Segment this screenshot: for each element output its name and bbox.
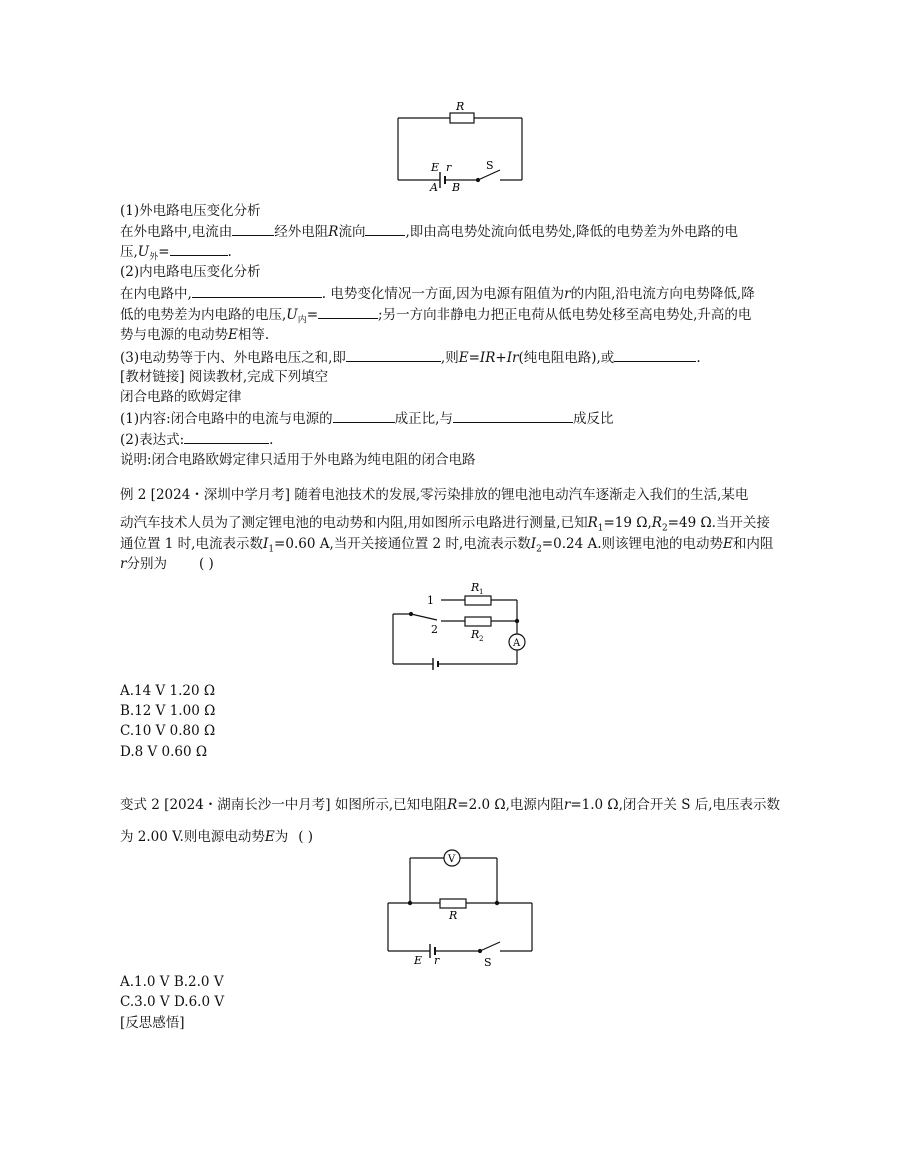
label-R: R: [449, 909, 458, 922]
label-R2: R: [471, 628, 480, 641]
inner-circuit-line-2: 低的电势差为内电路的电压$,U_内=$ ;另一方向非静电力把正电荷从低电势处移至高电势处,升高的电: [120, 304, 810, 331]
blank-6[interactable]: [346, 347, 441, 362]
blank-9[interactable]: [453, 408, 573, 423]
label-S: S: [484, 956, 492, 969]
svg-text:1: 1: [479, 588, 484, 596]
option-b[interactable]: B.12 V 1.00 Ω: [120, 703, 216, 719]
label-B: B: [452, 181, 461, 194]
inner-circuit-line-1: 在内电路中, . 电势变化情况一方面,因为电源有阻值为r的内阻,沿电流方向电势降低,降: [120, 283, 810, 304]
blank-3[interactable]: [170, 241, 228, 256]
example-2-line-2: 动汽车技术人员为了测定锂电池的电动势和内阻,用如图所示电路进行测量,已知$R_1=19$ $\Omega,R_2=49$ Ω.当开关接: [120, 515, 770, 534]
outer-circuit-line-2: 压$,U_外=$ .: [120, 241, 810, 268]
label-r: r: [434, 954, 440, 967]
ohm-law-note: 说明:闭合电路欧姆定律只适用于外电路为纯电阻的闭合电路: [120, 452, 476, 468]
variant-option-ab[interactable]: A.1.0 V B.2.0 V: [120, 974, 224, 990]
label-R1: R: [471, 581, 480, 594]
example-2-line-1: 例 2 [2024・深圳中学月考] 随着电池技术的发展,零污染排放的锂电池电动汽车逐渐走入我们的生活,某电: [120, 487, 749, 503]
blank-10[interactable]: [184, 429, 269, 444]
inner-circuit-line-3: 势与电源的电动势E相等.: [120, 327, 270, 343]
option-d[interactable]: D.8 V 0.60 Ω: [120, 744, 208, 760]
textbook-link: [教材链接] 阅读教材,完成下列填空: [120, 369, 329, 385]
ohm-law-title: 闭合电路的欧姆定律: [120, 389, 242, 405]
blank-7[interactable]: [614, 347, 696, 362]
label-E: E: [431, 161, 440, 174]
blank-8[interactable]: [333, 408, 395, 423]
ohm-law-content: (1)内容:闭合电路中的电流与电源的 成正比,与 成反比: [120, 408, 810, 429]
blank-1[interactable]: [232, 221, 274, 236]
option-a[interactable]: A.14 V 1.20 Ω: [120, 683, 216, 699]
outer-circuit-line-1: 在外电路中,电流由 经外电阻R流向 ,即由高电势处流向低电势处,降低的电势差为外电路的电: [120, 221, 810, 242]
label-r: r: [446, 161, 452, 174]
blank-4[interactable]: [192, 283, 322, 298]
section-inner-title: (2)内电路电压变化分析: [120, 264, 261, 280]
circuit-diagram-3: [380, 845, 540, 971]
label-R: R: [456, 100, 465, 113]
label-A: A: [430, 181, 438, 194]
variant-option-cd[interactable]: C.3.0 V D.6.0 V: [120, 994, 225, 1010]
ammeter-label: A: [513, 638, 521, 649]
label-E: E: [414, 954, 423, 967]
emf-sum-line: (3)电动势等于内、外电路电压之和,即 ,则E=IR+Ir(纯电阻电路),或 .: [120, 347, 810, 368]
blank-5[interactable]: [318, 304, 378, 319]
example-2-line-3: 通位置 1 时,电流表示数$I_1=0.60$ A,当开关接通位置 2 时,电流表示数$I_2=0.24$ A.则该锂电池的电动势E和内阻: [120, 536, 774, 555]
label-S: S: [486, 159, 494, 172]
option-c[interactable]: C.10 V 0.80 Ω: [120, 723, 216, 739]
ohm-law-expression: (2)表达式: .: [120, 429, 810, 450]
circuit-diagram-2: [385, 578, 535, 678]
section-outer-title: (1)外电路电压变化分析: [120, 203, 261, 219]
label-position-2: 2: [431, 623, 438, 636]
label-position-1: 1: [427, 594, 434, 607]
blank-2[interactable]: [365, 221, 405, 236]
voltmeter-label: V: [448, 854, 456, 865]
variant-2-line-1: 变式 2 [2024・湖南长沙一中月考] 如图所示,已知电阻R=2.0 Ω,电源内阻r=1.0 Ω,闭合开关 S 后,电压表示数: [120, 797, 781, 813]
variant-2-line-2: 为 2.00 V.则电源电动势E为 ( ): [120, 829, 314, 845]
circuit-diagram-1: [390, 98, 530, 194]
example-2-line-4: r分别为 ( ): [120, 556, 214, 572]
svg-text:2: 2: [479, 635, 484, 643]
reflection-label: [反思感悟]: [120, 1015, 185, 1031]
